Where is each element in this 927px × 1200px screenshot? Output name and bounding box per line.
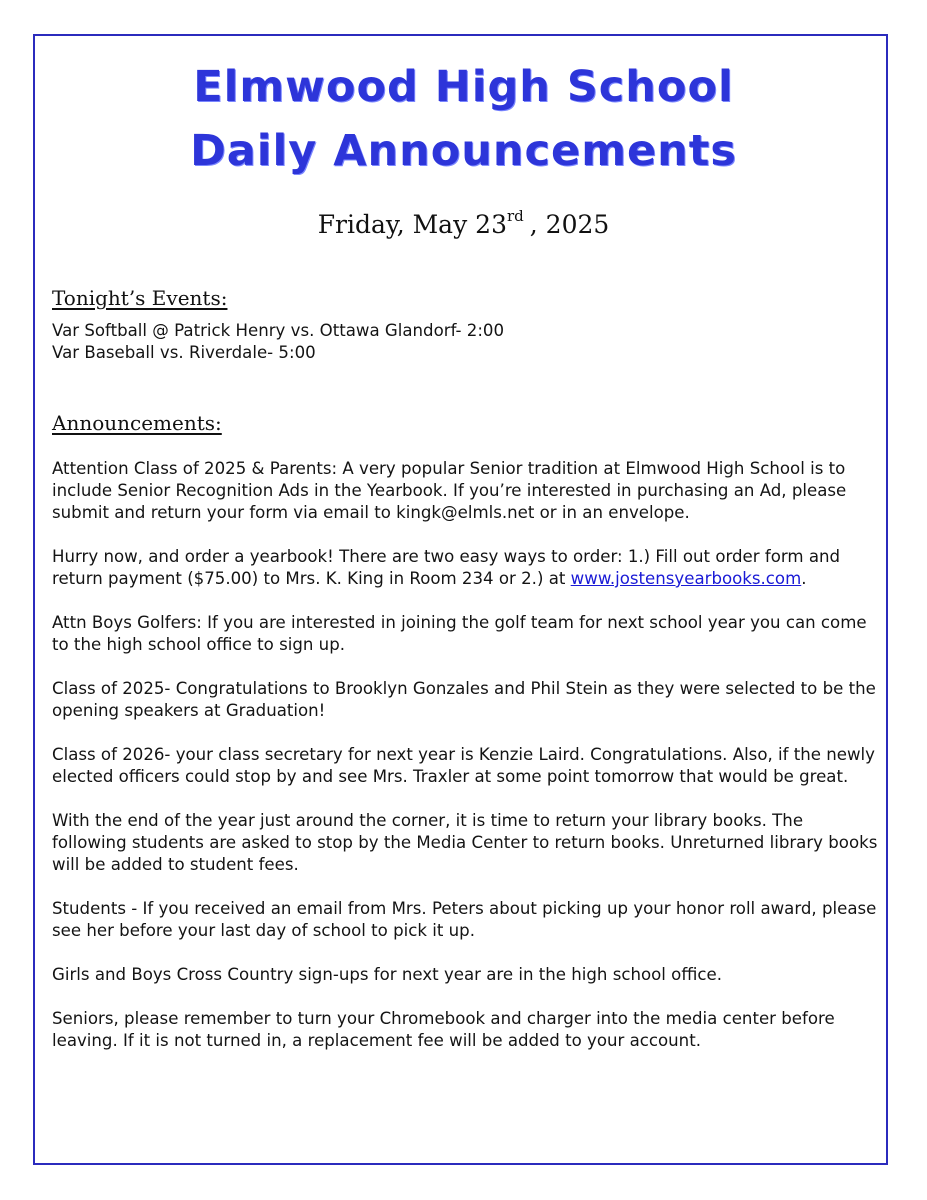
- announcement-honor-roll: Students - If you received an email from Mrs. Peters about picking up your honor roll award, please see her before your last day of school to pick it up.: [52, 899, 877, 940]
- date-ordinal: rd: [506, 207, 524, 225]
- date-prefix: Friday, May 23: [317, 210, 507, 239]
- announcement-senior-ads: Attention Class of 2025 & Parents: A very popular Senior tradition at Elmwood High School is to include Senior Recognition Ads in the Yearbook. If you’re interested in purchasing an Ad, please submit and return your form via email to kingk@elmls.net or in an envelope.: [52, 459, 847, 522]
- event-item: Var Softball @ Patrick Henry vs. Ottawa Glandorf- 2:00: [52, 321, 505, 340]
- announcements-title: Daily Announcements: [190, 126, 737, 176]
- date-line: [0, 207, 927, 239]
- announcements-list: [52, 458, 882, 1074]
- events-list: [52, 320, 882, 364]
- announcement-secretary: Class of 2026- your class secretary for next year is Kenzie Laird. Congratulations. Also, if the newly elected officers could stop by and see Mrs. Traxler at some point tomorrow that would be great.: [52, 745, 875, 786]
- yearbook-text: Hurry now, and order a yearbook! There are two easy ways to order: 1.) Fill out order form and return payment ($75.00) to Mrs. K. King in Room 234 or 2.) at: [52, 547, 841, 588]
- announcement-speakers: Class of 2025- Congratulations to Brooklyn Gonzales and Phil Stein as they were selected to be the opening speakers at Graduation!: [52, 679, 876, 720]
- announcement-library: With the end of the year just around the corner, it is time to return your library books. The following students are asked to stop by the Media Center to return books. Unreturned library books will be added to student fees.: [52, 811, 878, 874]
- yearbook-link[interactable]: www.jostensyearbooks.com: [570, 569, 802, 588]
- announcements-heading: Announcements:: [52, 411, 222, 435]
- announcement-yearbook: [52, 546, 882, 590]
- school-title: Elmwood High School: [193, 62, 734, 112]
- event-item: Var Baseball vs. Riverdale- 5:00: [52, 343, 316, 362]
- events-heading: Tonight’s Events:: [52, 286, 228, 310]
- date-year: , 2025: [529, 210, 610, 239]
- yearbook-end: .: [801, 569, 807, 588]
- announcement-cross-country: Girls and Boys Cross Country sign-ups for next year are in the high school office.: [52, 965, 722, 984]
- announcement-golf: Attn Boys Golfers: If you are interested in joining the golf team for next school year you can come to the high school office to sign up.: [52, 613, 867, 654]
- announcement-chromebook: Seniors, please remember to turn your Chromebook and charger into the media center before leaving. If it is not turned in, a replacement fee will be added to your account.: [52, 1009, 835, 1050]
